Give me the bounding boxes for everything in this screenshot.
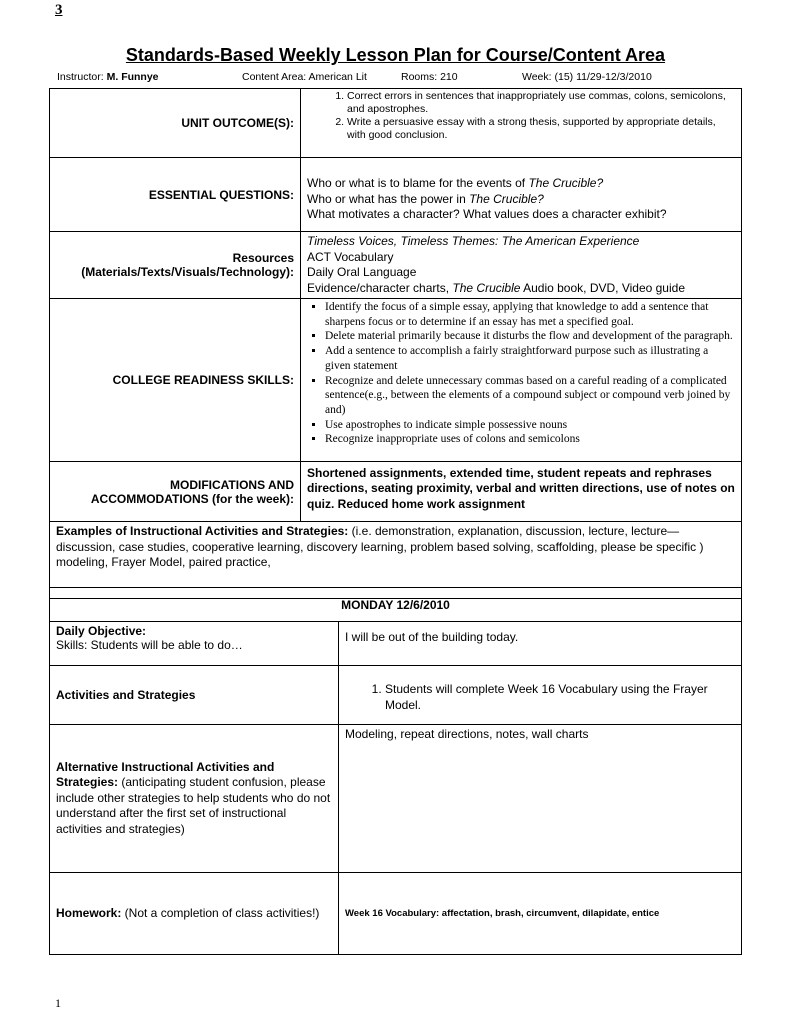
page-title: Standards-Based Weekly Lesson Plan for Course/Content Area	[125, 45, 666, 65]
resource-vocab: ACT Vocabulary	[307, 249, 394, 264]
list-item: 1. Students will complete Week 16 Vocabulary using the Frayer Model.	[385, 682, 729, 713]
unit-outcomes-row	[50, 89, 742, 158]
instructor-info	[57, 71, 159, 83]
alternative-strategies-label: Alternative Instructional Activities and Strategies: (anticipating student confusion, please include other strategies to help students who do not understand after the first set of instructional activities and strategies)	[50, 725, 339, 873]
college-readiness-row	[50, 299, 742, 462]
essential-questions-label: ESSENTIAL QUESTIONS:	[50, 158, 301, 232]
modifications-row	[50, 462, 742, 522]
resources-value	[301, 232, 742, 299]
college-readiness-value	[301, 299, 742, 462]
college-readiness-list	[307, 300, 735, 447]
instructor-label: Instructor:	[57, 71, 104, 83]
rooms: Rooms: 210	[401, 71, 458, 83]
homework-label: Homework: (Not a completion of class activities!)	[50, 873, 339, 955]
list-item: ▪ Identify the focus of a simple essay, applying that knowledge to add a sentence that sharpens focus or to determine if an essay has met a specified goal.	[325, 300, 735, 329]
essential-questions-value	[301, 158, 742, 232]
alternative-strategies-value: Modeling, repeat directions, notes, wall charts	[339, 725, 742, 873]
essential-questions-row	[50, 158, 742, 232]
list-item: ▪ Recognize and delete unnecessary commas based on a careful reading of a complicated sentence(e.g., between the elements of a compound subject or compound verb joined by and)	[325, 374, 735, 418]
unit-outcomes-label: UNIT OUTCOME(S):	[50, 89, 301, 158]
activities-value	[339, 666, 742, 725]
homework-row	[50, 873, 742, 955]
homework-value: Week 16 Vocabulary: affectation, brash, circumvent, dilapidate, entice	[339, 873, 742, 955]
resource-textbook: Timeless Voices, Timeless Themes: The American Experience	[307, 234, 640, 248]
activities-row	[50, 666, 742, 725]
unit-outcomes-list	[307, 90, 735, 142]
resources-row	[50, 232, 742, 299]
daily-objective-label: Daily Objective: Skills: Students will be able to do…	[50, 622, 339, 666]
unit-outcomes-value	[301, 89, 742, 158]
daily-objective-row	[50, 622, 742, 666]
lesson-plan-table	[49, 88, 742, 522]
list-item: ▪ Recognize inappropriate uses of colons and semicolons	[325, 432, 735, 447]
monday-heading-row	[50, 588, 742, 622]
daily-objective-value: I will be out of the building today.	[339, 622, 742, 666]
list-item: 2. Write a persuasive essay with a strong thesis, supported by appropriate details, with good conclusion.	[347, 116, 735, 142]
modifications-value: Shortened assignments, extended time, student repeats and rephrases directions, seating proximity, verbal and written directions, use of notes on quiz. Reduced home work assignment	[301, 462, 742, 522]
activities-list	[345, 682, 729, 713]
content-area: Content Area: American Lit	[242, 71, 367, 83]
question-3: What motivates a character? What values does a character exhibit?	[307, 207, 667, 221]
activities-label: Activities and Strategies	[50, 666, 339, 725]
monday-table	[49, 587, 742, 955]
college-readiness-label: COLLEGE READINESS SKILLS:	[50, 299, 301, 462]
resource-charts: Evidence/character charts, The Crucible Audio book, DVD, Video guide	[307, 280, 685, 295]
week: Week: (15) 11/29-12/3/2010	[522, 71, 652, 83]
list-item: ▪ Use apostrophes to indicate simple possessive nouns	[325, 418, 735, 433]
page-number-bottom: 1	[55, 996, 61, 1010]
question-2: Who or what has the power in The Crucible?	[307, 191, 544, 206]
question-1: Who or what is to blame for the events of The Crucible?	[307, 176, 604, 190]
alternative-strategies-row	[50, 725, 742, 873]
day-heading: MONDAY 12/6/2010	[50, 588, 742, 622]
instructor-name: M. Funnye	[106, 71, 159, 83]
resources-label: Resources (Materials/Texts/Visuals/Technology):	[50, 232, 301, 299]
list-item: ▪ Delete material primarily because it disturbs the flow and development of the paragraph.	[325, 329, 735, 344]
list-item: 1. Correct errors in sentences that inappropriately use commas, colons, semicolons, and apostrophes.	[347, 90, 735, 116]
resource-dol: Daily Oral Language	[307, 265, 417, 279]
page-number-top: 3	[55, 2, 63, 18]
examples-text: Examples of Instructional Activities and Strategies: (i.e. demonstration, explanation, discussion, lecture, lecture—discussion, case studies, cooperative learning, discovery learning, problem based solving, scaffolding, please be specific ) modeling, Frayer Model, paired practice,	[56, 524, 704, 569]
modifications-label: MODIFICATIONS AND ACCOMMODATIONS (for the week):	[50, 462, 301, 522]
list-item: ▪ Add a sentence to accomplish a fairly straightforward purpose such as illustrating a given statement	[325, 344, 735, 373]
